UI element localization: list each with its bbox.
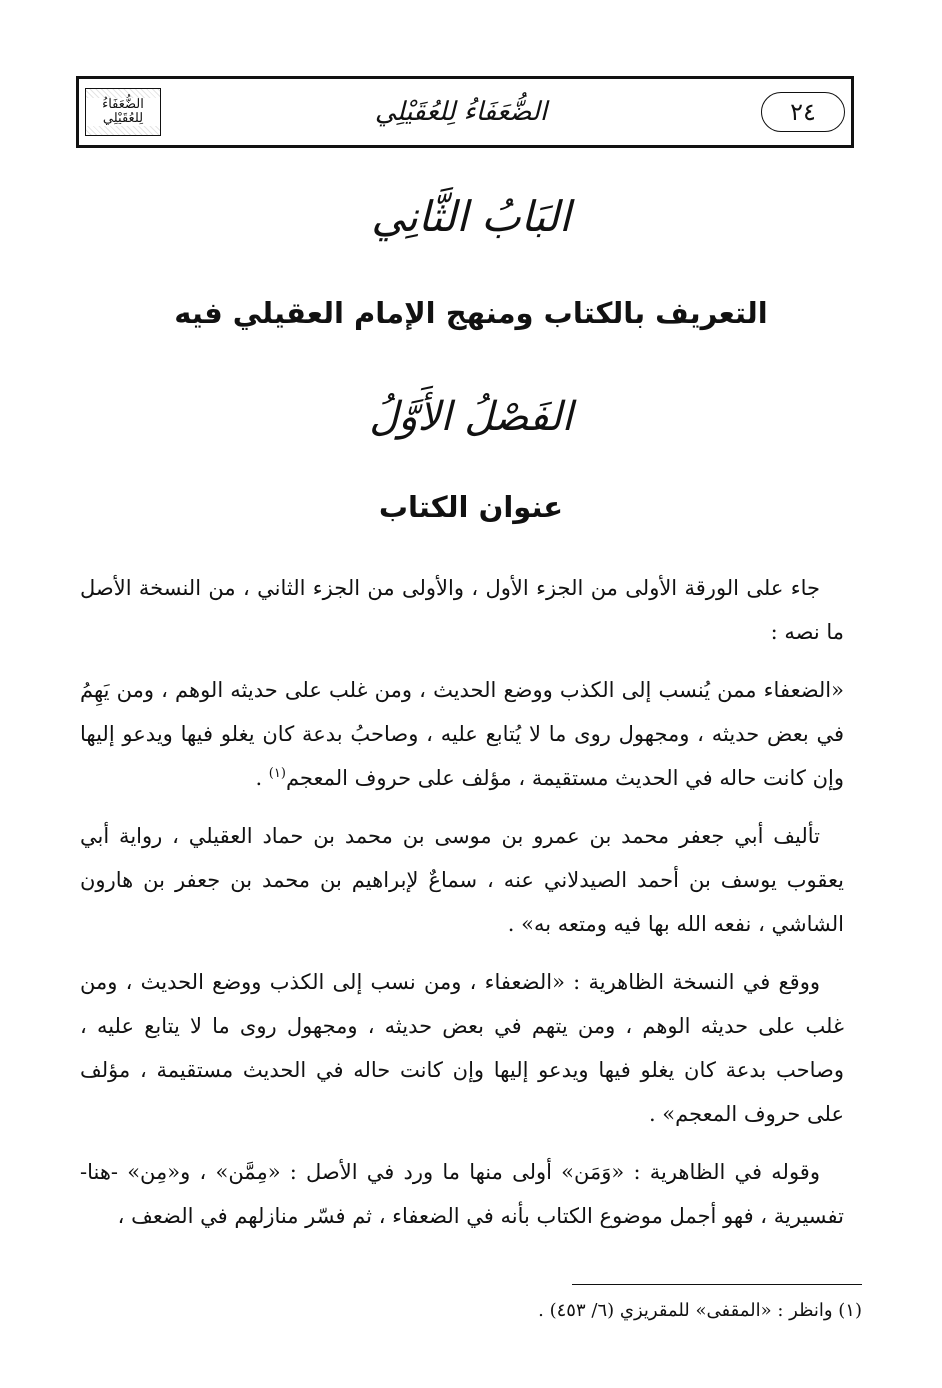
paragraph	[80, 668, 844, 800]
running-title: الضُّعَفَاءُ لِلعُقَيْلِي	[374, 97, 548, 127]
footnote: (١) وانظر : «المقفى» للمقريزي (٦/ ٤٥٣) .	[538, 1300, 862, 1321]
body-text	[80, 566, 844, 1252]
section-heading: الفَصْلُ الأَوَّلُ	[369, 394, 573, 440]
chapter-subtitle: التعريف بالكتاب ومنهج الإمام العقيلي فيه	[174, 296, 768, 330]
paragraph-text: «الضعفاء ممن يُنسب إلى الكذب ووضع الحديث ، ومن غلب على حديثه الوهم ، ومن يَهِمُ في بعض حديثه ، ومجهول روى ما لا يُتابع عليه ، وصاحبُ بدعة كان يغلو فيها ويدعو إليها وإن كانت حاله في الحديث مستقيمة ، مؤلف على حروف المعجم	[80, 678, 844, 790]
ornament-text: الضُّعَفَاءُ لِلعُقَيْلِي	[86, 98, 160, 127]
footnote-divider	[572, 1284, 862, 1285]
paragraph: جاء على الورقة الأولى من الجزء الأول ، والأولى من الجزء الثاني ، من النسخة الأصل ما نصه :	[80, 576, 844, 644]
paragraph: وقوله في الظاهرية : «وَمَن» أولى منها ما ورد في الأصل : «مِمَّن» ، و«مِن» -هنا- تفسيرية ، فهو أجمل موضوع الكتاب بأنه في الضعفاء ، ثم فسّر منازلهم في الضعف ،	[80, 1160, 844, 1228]
chapter-heading: البَابُ الثَّانِي	[371, 192, 571, 241]
paragraph: تأليف أبي جعفر محمد بن عمرو بن موسى بن محمد بن حماد العقيلي ، رواية أبي يعقوب يوسف بن أحمد الصيدلاني عنه ، سماعٌ لإبراهيم بن محمد بن جعفر بن هارون الشاشي ، نفعه الله بها فيه ومتعه به» .	[80, 824, 844, 936]
ornament-emblem	[85, 88, 161, 136]
running-header	[76, 76, 854, 148]
footnote-marker: (١)	[268, 766, 286, 781]
paragraph-end: .	[255, 766, 269, 790]
paragraph: ووقع في النسخة الظاهرية : «الضعفاء ، ومن نسب إلى الكذب ووضع الحديث ، ومن غلب على حديثه الوهم ، ومن يتهم في بعض حديثه ، ومجهول روى ما لا يتابع عليه ، وصاحب بدعة كان يغلو فيها ويدعو إليها وإن كانت حاله في الحديث مستقيمة ، مؤلف على حروف المعجم» .	[80, 970, 844, 1126]
page-number: ٢٤	[761, 92, 845, 132]
section-title: عنوان الكتاب	[378, 490, 564, 524]
